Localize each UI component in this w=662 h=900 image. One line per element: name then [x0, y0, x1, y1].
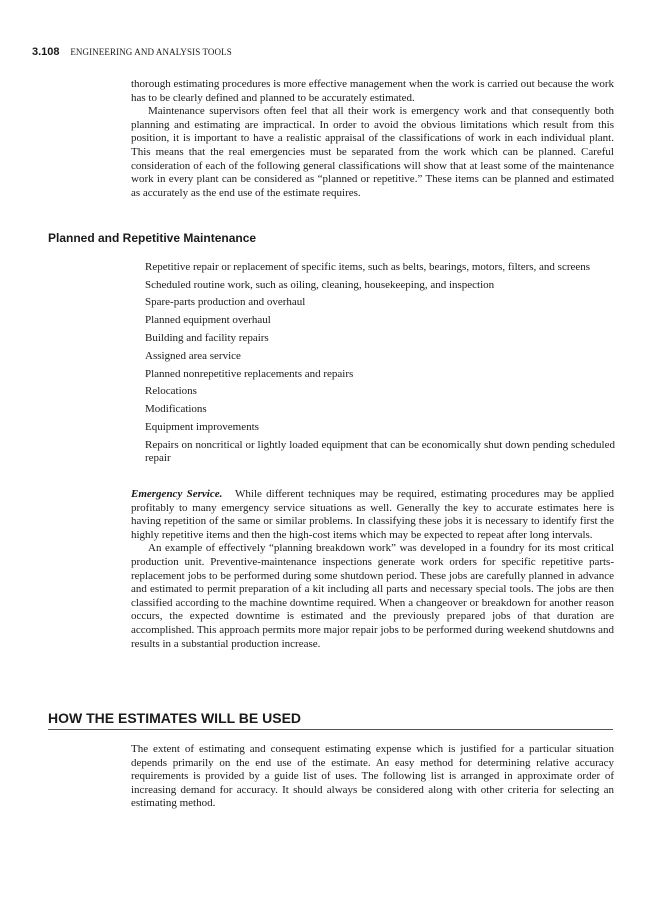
running-header [32, 46, 632, 58]
emergency-paragraph-2: An example of effectively “planning breakdown work” was developed in a foundry for its most critical production unit. Preventive-maintenance inspections generate work orders for specific repetitive parts-replacement jobs to be performed during some shutdown period. These jobs are carefully planned in advance and estimated to permit preparation of a kit including all parts and necessary special tools. The jobs are then classified according to the machine downtime required. When a changeover or breakdown for another reason occurs, the expected downtime is estimated and the previously prepared jobs of that duration are accomplished. This approach permits more major repair jobs to be performed during weekend shutdowns and results in a substantial production increase. [131, 542, 614, 650]
emergency-service-text [131, 488, 614, 651]
list-item: Equipment improvements [145, 420, 259, 433]
estimates-text [131, 743, 614, 811]
list-item: Scheduled routine work, such as oiling, cleaning, housekeeping, and inspection [145, 278, 495, 291]
estimates-section-heading: HOW THE ESTIMATES WILL BE USED [48, 710, 613, 730]
running-title: ENGINEERING AND ANALYSIS TOOLS [70, 47, 232, 57]
page-number: 3.108 [32, 46, 60, 58]
intro-text [131, 78, 614, 200]
list-item: Relocations [145, 385, 197, 398]
estimates-paragraph-1: The extent of estimating and consequent estimating expense which is justified for a particular situation depends primarily on the end use of the estimate. An easy method for determining relative accuracy requirements is provided by a guide list of uses. The following list is arranged in approximate order of increasing demand for accuracy. It should always be considered along with other criteria for selecting an estimating method. [131, 743, 614, 810]
planned-section-heading: Planned and Repetitive Maintenance [48, 231, 257, 245]
list-item: Spare-parts production and overhaul [145, 296, 306, 309]
list-item: Assigned area service [145, 349, 241, 362]
intro-paragraph-1: thorough estimating procedures is more effective management when the work is carried out because the work has to be clearly defined and planned to be accurately estimated. [131, 78, 614, 104]
emergency-paragraph-1-text: While different techniques may be required, estimating procedures may be applied profitably to many emergency service situations as well. Generally the key to accurate estimates here is having repetition of the same or similar problems. In classifying these jobs it is necessary to identify first the highly repetitive items and then the high-cost items which may be expected to repeat after long intervals. [131, 488, 614, 541]
planned-items-list [145, 261, 615, 470]
list-item: Repetitive repair or replacement of specific items, such as belts, bearings, motors, filters, and screens [145, 261, 591, 273]
list-item: Planned nonrepetitive replacements and repairs [145, 367, 354, 380]
emergency-runin-heading: Emergency Service. [131, 488, 223, 500]
list-item: Planned equipment overhaul [145, 314, 271, 327]
list-item: Building and facility repairs [145, 331, 269, 344]
intro-paragraph-2: Maintenance supervisors often feel that all their work is emergency work and that consequently both planning and estimating are impractical. In order to avoid the obvious limitations which result from this position, it is important to have a realistic appraisal of the classifications of work in each individual plant. This means that the real emergencies must be separated from the work which can be planned. Careful consideration of each of the following general classifications will show that at least some of the maintenance work in every plant can be considered as “planned or repetitive.” These items can be planned and estimated as accurately as the end use of the estimate requires. [131, 105, 614, 199]
list-item: Repairs on noncritical or lightly loaded equipment that can be economically shut down pending scheduled repair [145, 438, 615, 465]
list-item: Modifications [145, 403, 207, 416]
emergency-paragraph-1 [131, 488, 614, 542]
